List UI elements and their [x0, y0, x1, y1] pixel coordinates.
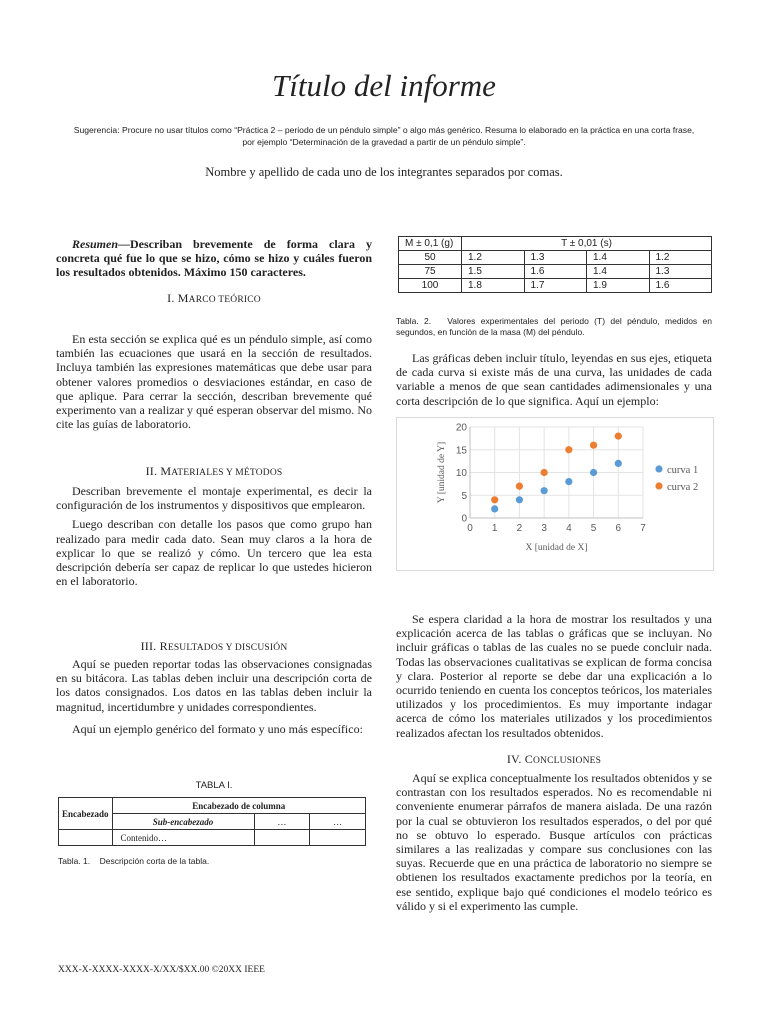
table2-cell-mass: 50 — [399, 251, 462, 265]
paragraph-pasos: Luego describan con detalle los pasos que como grupo han realizado para medir cada dato. Sean muy claros a la hora de explicar lo que se realizó y cómo. Un tercero que lea esta descripción debería ser capaz de replicar lo que ustedes hicieron en el laboratorio. — [56, 517, 372, 589]
caption-label: Tabla. 1. — [58, 856, 91, 866]
title-suggestion — [50, 124, 718, 148]
table1-caption — [58, 856, 209, 867]
legend-label: curva 1 — [667, 465, 699, 476]
curva-1-point — [516, 496, 523, 503]
caption-text: Valores experimentales del periodo (T) del péndulo, medidos en segundos, en función de la masa (M) del péndulo. — [396, 316, 712, 337]
section-heading-2 — [56, 464, 372, 480]
curva-2-point — [491, 496, 498, 503]
materiales-body — [56, 484, 372, 588]
table2-cell-mass: 100 — [399, 279, 462, 293]
paragraph-graficas: Las gráficas deben incluir título, leyendas en sus ejes, etiqueta de cada curva si existe más de una curva, las unidades de cada variable a menos de que sean cantidades adimensionales y una corta descripción de lo que significa. Aquí un ejemplo: — [396, 351, 712, 408]
section-number: IV. — [506, 752, 522, 766]
table1-subheader: Sub-encabezado — [112, 814, 254, 830]
abstract-label: Resumen — [72, 237, 119, 251]
y-tick-label: 10 — [455, 468, 467, 479]
section-heading-4 — [396, 752, 712, 768]
section-rest: ONCLUSIONES — [532, 756, 602, 766]
caption-label: Tabla. 2. — [396, 316, 432, 326]
x-tick-label: 1 — [491, 523, 498, 534]
table1-empty-cell — [254, 830, 310, 846]
table2-cell-period: 1.8 — [462, 279, 525, 293]
curva-2-point — [565, 446, 572, 453]
authors-line: Nombre y apellido de cada uno de los integrantes separados por comas. — [205, 165, 563, 179]
suggestion-line-2: por ejemplo “Determinación de la gravedad a partir de un péndulo simple”. — [242, 137, 526, 147]
table2-header-period: T ± 0,01 (s) — [462, 237, 712, 251]
table2-cell-period: 1.4 — [587, 265, 650, 279]
x-tick-label: 5 — [590, 523, 597, 534]
table1-empty-cell — [59, 830, 113, 846]
table2-cell-period: 1.9 — [587, 279, 650, 293]
table1-title: TABLA I. — [195, 780, 233, 791]
section-number: III. — [140, 639, 157, 653]
x-axis-title: X [unidad de X] — [525, 543, 588, 553]
table2-cell-period: 1.3 — [524, 251, 587, 265]
table1-ellipsis: … — [254, 814, 310, 830]
section-heading-1 — [56, 291, 372, 307]
table1 — [58, 797, 366, 846]
section-rest: ESULTADOS Y DISCUSIÓN — [167, 643, 288, 653]
curva-2-point — [590, 442, 597, 449]
table2-caption — [396, 316, 712, 338]
curva-1-point — [541, 487, 548, 494]
table2-cell-period: 1.6 — [524, 265, 587, 279]
paragraph-marco-teorico: En esta sección se explica qué es un péndulo simple, así como también las ecuaciones que usará en la sección de resultados. Incluya también las expresiones matemáticas que debe usar para obtener valores promedios o desviaciones estándar, en caso de que aplique. Para cerrar la sección, describan brevemente qué experimento van a realizar y qué esperan observar del mismo. No cite las guías de laboratorio. — [56, 332, 372, 432]
section-number: II. — [145, 464, 158, 478]
paragraph-ejemplo: Aquí un ejemplo genérico del formato y uno más específico: — [72, 721, 363, 736]
x-tick-label: 0 — [467, 523, 473, 534]
section-initial: M — [160, 464, 172, 478]
curva-1-point — [590, 469, 597, 476]
paragraph-claridad: Se espera claridad a la hora de mostrar los resultados y una explicación acerca de las tablas o gráficas que se incluyan. No incluir gráficas o tablas de las cuales no se puede concluir nada. Todas las observaciones cualitativas se explican de forma concisa y clara. Posterior al reporte se debe dar una explicación a lo ocurrido teniendo en cuenta los conceptos teóricos, los materiales utilizados y los procedimientos. Es muy importante indagar acerca de cómo los materiales utilizados y los procedimientos realizados afectan los resultados obtenidos. — [396, 612, 712, 740]
section-rest: ATERIALES Y MÉTODOS — [171, 468, 283, 478]
table2-cell-period: 1.5 — [462, 265, 525, 279]
legend-label: curva 2 — [667, 482, 699, 493]
section-rest: ARCO TEÓRICO — [188, 295, 261, 305]
copyright-footer: XXX-X-XXXX-XXXX-X/XX/$XX.00 ©20XX IEEE — [58, 965, 265, 975]
paragraph-observaciones: Aquí se pueden reportar todas las observaciones consignadas en su bitácora. Las tablas deben incluir una descripción corta de los datos consignados. Los datos en las tablas deben incluir la magnitud, incertidumbre y unidades correspondientes. — [56, 657, 372, 714]
table2-cell-period: 1.2 — [649, 251, 712, 265]
chart-frame — [396, 417, 714, 571]
caption-text: Descripción corta de la tabla. — [99, 856, 210, 866]
scatter-chart — [397, 418, 713, 570]
section-number: I. — [167, 291, 175, 305]
table2-cell-period: 1.7 — [524, 279, 587, 293]
section-initial: M — [177, 291, 189, 305]
paragraph-montaje: Describan brevemente el montaje experimental, es decir la configuración de los instrumentos y dispositivos que emplearon. — [56, 484, 372, 513]
table1-ellipsis: … — [310, 814, 366, 830]
legend-marker — [655, 482, 662, 489]
abstract — [56, 237, 372, 280]
table1-content: Contenido… — [112, 830, 254, 846]
table1-row-header: Encabezado — [59, 798, 113, 830]
curva-1-point — [491, 505, 498, 512]
table2-cell-period: 1.6 — [649, 279, 712, 293]
x-tick-label: 7 — [640, 523, 646, 534]
table1-empty-cell — [310, 830, 366, 846]
abstract-dash: — — [118, 237, 131, 251]
table2-cell-period: 1.4 — [587, 251, 650, 265]
table2-cell-period: 1.2 — [462, 251, 525, 265]
y-tick-label: 0 — [461, 513, 467, 525]
abstract-text: Describan brevemente de forma clara y concreta qué fue lo que se hizo, cómo se hizo y cuáles fueron los resultados obtenidos. Máximo 150 caracteres. — [56, 237, 372, 280]
x-tick-label: 3 — [541, 523, 547, 534]
section-heading-3 — [56, 639, 372, 655]
curva-2-point — [615, 433, 622, 440]
y-axis-title: Y [unidad de Y] — [437, 441, 447, 504]
suggestion-line-1: Sugerencia: Procure no usar títulos como “Práctica 2 – periodo de un péndulo simple” o algo más genérico. Resuma lo elaborado en la práctica en una corta frase, — [73, 125, 695, 135]
conclusiones-body — [396, 771, 712, 913]
section-initial: C — [524, 752, 533, 766]
curva-2-point — [516, 483, 523, 490]
graficas-body — [396, 351, 712, 408]
table2 — [398, 236, 712, 293]
marco-teorico-body — [56, 332, 372, 431]
table2-header-mass: M ± 0,1 (g) — [399, 237, 462, 251]
x-tick-label: 4 — [566, 523, 572, 534]
table2-cell-mass: 75 — [399, 265, 462, 279]
curva-1-point — [615, 460, 622, 467]
y-tick-label: 20 — [455, 422, 467, 434]
legend-marker — [655, 465, 662, 472]
y-tick-label: 5 — [461, 490, 467, 502]
resultados-body — [56, 657, 372, 736]
table1-column-header: Encabezado de columna — [112, 798, 365, 814]
x-tick-label: 2 — [516, 523, 523, 534]
curva-1-point — [565, 478, 572, 485]
discusion-body — [396, 612, 712, 740]
section-initial: R — [159, 639, 168, 653]
table2-cell-period: 1.3 — [649, 265, 712, 279]
y-tick-label: 15 — [455, 445, 467, 457]
paper-title: Título del informe — [272, 68, 496, 103]
left-column — [56, 237, 372, 280]
x-tick-label: 6 — [615, 523, 622, 534]
curva-2-point — [541, 469, 548, 476]
paragraph-conclusiones: Aquí se explica conceptualmente los resultados obtenidos y se contrastan con los resultados esperados. No es recomendable ni conveniente enumerar párrafos de manera aislada. De una razón por la cual se obtuvieron los resultados esperados, o del por qué no se obtuvo lo esperado. Busque artículos con prácticas similares a las realizadas y compare sus conclusiones con las suyas. Recuerde que en una práctica de laboratorio no siempre se obtienen los resultados exactamente predichos por la teoría, en ese sentido, explique bajo qué condiciones el modelo teórico es válido y si el experimento las cumple. — [396, 771, 712, 913]
